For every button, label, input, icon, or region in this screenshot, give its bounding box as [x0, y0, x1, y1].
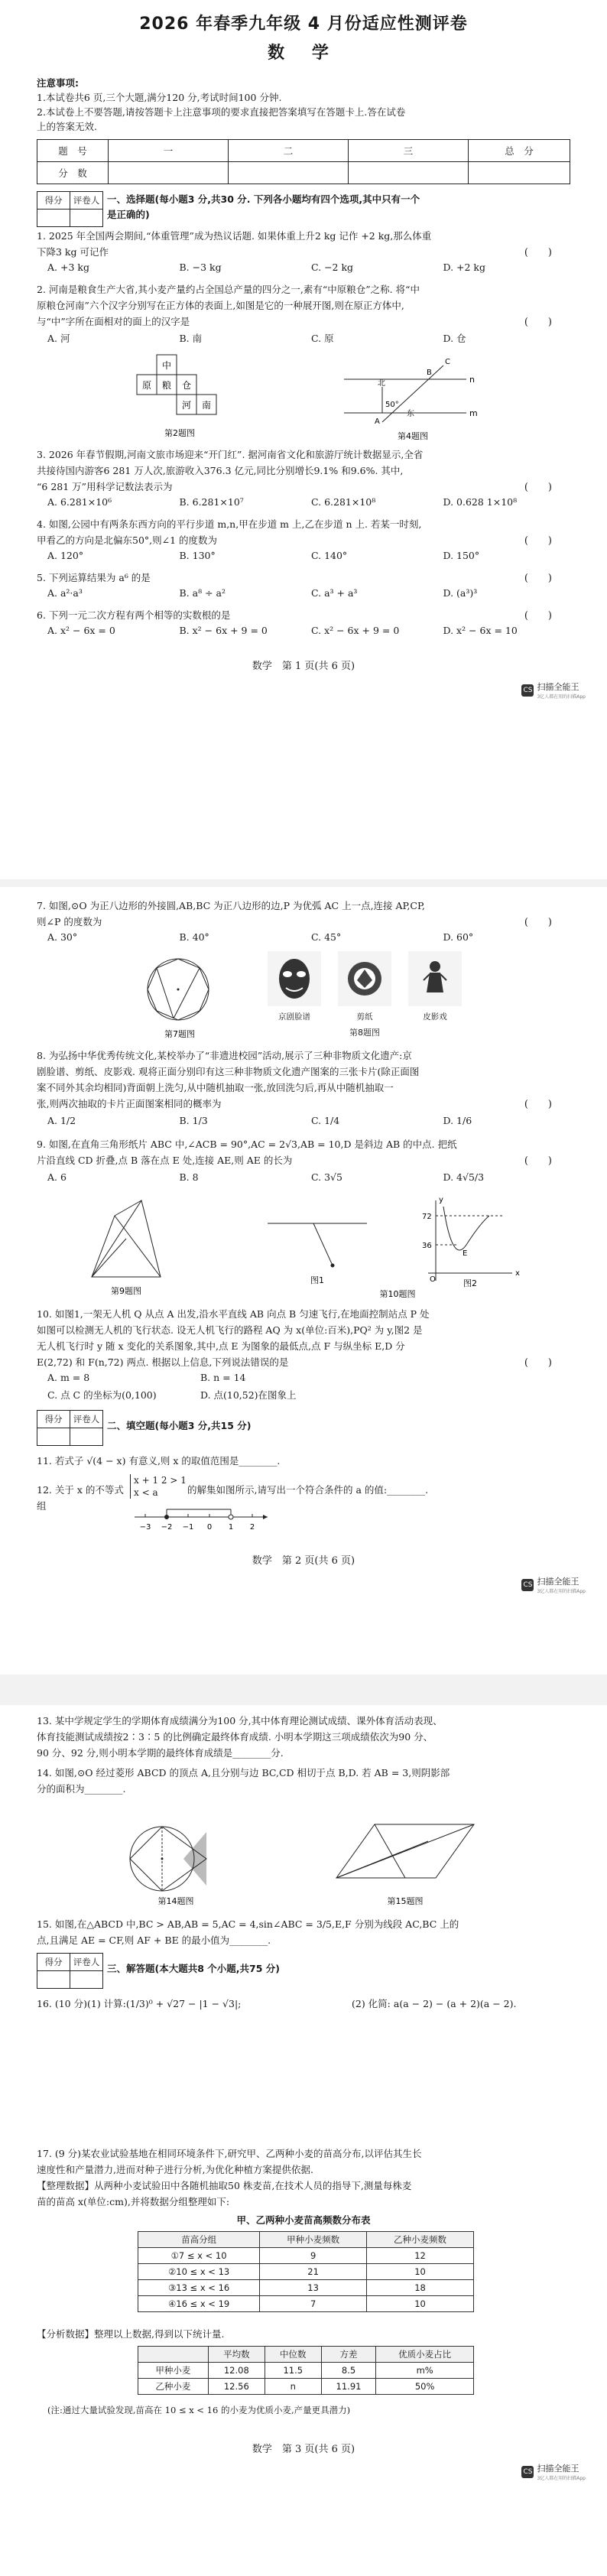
table-cell: 21	[260, 2264, 367, 2280]
scanner-sub: 3亿人都在用的扫描App	[537, 2476, 586, 2481]
table-cell: 12	[367, 2248, 474, 2264]
card-label: 皮影戏	[423, 1012, 447, 1022]
page-3	[0, 1705, 607, 2576]
table-cell: 18	[367, 2280, 474, 2296]
q10-text: E(2,72) 和 F(n,72) 两点. 根据以上信息,下列说法错误的是	[37, 1356, 289, 1368]
grader-box	[37, 1410, 103, 1446]
answer-paren: ( )	[524, 1357, 552, 1369]
net-cell: 南	[201, 400, 212, 411]
option[interactable]: D. 0.628 1×10⁸	[443, 496, 518, 508]
option[interactable]: C. 点 C 的坐标为(0,100)	[47, 1389, 157, 1401]
table-cell: ②10 ≤ x < 13	[138, 2264, 260, 2280]
table-cell: 50%	[376, 2379, 474, 2395]
option[interactable]: C. x² − 6x + 9 = 0	[311, 625, 400, 636]
table-cell: 甲种小麦	[138, 2363, 209, 2379]
q4-text: 甲看乙的方向是北偏东50°,则∠1 的度数为	[37, 534, 218, 546]
cube-net-figure	[134, 350, 248, 442]
net-cell: 中	[161, 360, 172, 371]
triangle-fold-figure	[69, 1193, 183, 1300]
scanner-name: 扫描全能王	[537, 2464, 579, 2474]
q9-text: 9. 如图,在直角三角形纸片 ABC 中,∠ACB = 90°,AC = 2√3,AB = 10,D 是斜边 AB 的中点. 把纸	[37, 1139, 457, 1150]
notice-heading: 注意事项:	[37, 77, 79, 89]
exam-title: 2026 年春季九年级 4 月份适应性测评卷	[139, 15, 468, 34]
q12-text: 的解集如图所示,请写出一个符合条件的 a 的值:________.	[187, 1484, 429, 1496]
table-cell: 乙种小麦	[138, 2379, 209, 2395]
figure-caption: 第9题图	[111, 1286, 141, 1296]
point-label: E	[463, 1249, 468, 1258]
q17-text: 【分析数据】整理以上数据,得到以下统计量.	[37, 2328, 225, 2340]
table-cell: ③13 ≤ x < 16	[138, 2280, 260, 2296]
grader-input[interactable]	[37, 1971, 70, 1989]
q16-part1: 16. (10 分)(1) 计算:(1/3)⁰ + √27 − |1 − √3|;	[37, 1998, 242, 2009]
answer-paren: ( )	[524, 535, 552, 547]
option[interactable]: D. 仓	[443, 333, 466, 344]
grader-input[interactable]	[70, 1428, 103, 1446]
score-table-cell: 总 分	[469, 140, 570, 162]
subject-title: 数 学	[268, 44, 339, 63]
grader-box	[37, 191, 103, 227]
q10-text: 如图可以检测无人机的飞行状态. 设无人机飞行的路程 AQ 为 x(单位:百米),PQ² 为 y,图2 是	[37, 1324, 423, 1336]
y-tick: 36	[422, 1242, 432, 1250]
q13-text: 90 分、92 分,则小明本学期的最终体育成绩是________分.	[37, 1747, 284, 1759]
point-label: B	[427, 369, 432, 377]
option[interactable]: B. 南	[179, 333, 203, 344]
page-footer: 数学 第 2 页(共 6 页)	[252, 1555, 355, 1567]
answer-paren: ( )	[524, 317, 552, 328]
option[interactable]: A. 河	[47, 333, 70, 344]
scanner-watermark	[521, 1575, 586, 1594]
inequality-system	[130, 1474, 187, 1499]
table-title: 甲、乙两种小麦苗高频数分布表	[236, 2214, 371, 2226]
q8-text: 案不同外其余均相同)背面朝上洗匀,从中随机抽取一张,放回洗匀后,再从中随机抽取一	[37, 1082, 394, 1093]
tick-label: −3	[139, 1523, 151, 1532]
option[interactable]: B. a⁸ ÷ a²	[179, 587, 226, 599]
grader-input[interactable]	[70, 1971, 103, 1989]
scanner-logo-icon: CS	[521, 684, 534, 697]
table-header: 平均数	[208, 2347, 265, 2363]
scanner-sub: 3亿人都在用的扫描App	[537, 694, 586, 700]
table-cell: ①7 ≤ x < 10	[138, 2248, 260, 2264]
option[interactable]: A. 1/2	[47, 1115, 76, 1126]
option[interactable]: D. 60°	[443, 931, 474, 943]
option[interactable]: A. m = 8	[47, 1372, 90, 1383]
parallelogram-figure	[321, 1801, 489, 1908]
page-gap	[0, 1675, 607, 1705]
q2-text: 原粮仓河南”六个汉字分别写在正方体的表面上,如图是它的一种展开图,则在原正方体中,	[37, 300, 404, 311]
table-cell: 11.5	[265, 2363, 321, 2379]
grader-label: 得分	[37, 1411, 70, 1428]
shadow-puppet-icon	[416, 957, 454, 1000]
q2-text: 2. 河南是粮食生产大省,其小麦产量约占全国总产量的四分之一,素有“中原粮仓”之称. 将“中	[37, 284, 420, 295]
option[interactable]: C. 6.281×10⁸	[311, 496, 376, 508]
tick-label: −1	[182, 1523, 194, 1532]
grader-input[interactable]	[37, 210, 70, 227]
angle-label: 50°	[385, 401, 399, 409]
section-heading: 二、填空题(每小题3 分,共15 分)	[107, 1420, 252, 1431]
figure-caption: 第15题图	[387, 1896, 424, 1906]
table-row	[138, 2248, 474, 2264]
q2-text: 与“中”字所在面相对的面上的汉字是	[37, 316, 190, 327]
option[interactable]: A. 120°	[47, 550, 84, 561]
card-label: 京剧脸谱	[278, 1012, 310, 1022]
q4-text: 4. 如图,公园中有两条东西方向的平行步道 m,n,甲在步道 m 上,乙在步道 n 上. 若某一时刻,	[37, 518, 422, 530]
q10-options	[47, 1372, 353, 1383]
table-row	[138, 2280, 474, 2296]
q15-text: 点,且满足 AE = CF,则 AF + BE 的最小值为________.	[37, 1934, 271, 1946]
option[interactable]: D. 150°	[443, 550, 480, 561]
notice-line: 2.本试卷上不要答题,请按答题卡上注意事项的要求直接把答案填写在答题卡上.答在试卷	[37, 106, 406, 118]
inequality-line: x < a	[134, 1487, 158, 1498]
option[interactable]: D. (a³)³	[443, 587, 478, 599]
option[interactable]: B. −3 kg	[179, 261, 222, 273]
figure-caption: 第4题图	[398, 431, 428, 441]
q3-options	[47, 496, 575, 508]
q4-options	[47, 550, 575, 561]
grader-label: 评卷人	[70, 1954, 103, 1971]
figure-label: 图2	[463, 1278, 477, 1288]
card-label: 剪纸	[356, 1012, 373, 1022]
scanner-name: 扫描全能王	[537, 1577, 579, 1587]
table-cell: 7	[260, 2296, 367, 2312]
paper-cut-card	[338, 951, 391, 1006]
answer-paren: ( )	[524, 482, 552, 493]
q6-options	[47, 625, 575, 636]
score-input-cell[interactable]	[349, 162, 469, 184]
table-cell: 10	[367, 2264, 474, 2280]
option[interactable]: A. 6.281×10⁶	[47, 496, 112, 508]
option[interactable]: C. 45°	[311, 931, 342, 943]
table-cell: 12.08	[208, 2363, 265, 2379]
label-m: m	[469, 408, 478, 418]
option[interactable]: D. 4√5/3	[443, 1171, 485, 1183]
q1-options	[47, 261, 575, 273]
table-header	[138, 2347, 209, 2363]
x-axis-label: x	[515, 1269, 520, 1278]
q8-text: 8. 为弘扬中华优秀传统文化,某校举办了“非遗进校园”活动,展示了三种非物质文化遗产:京	[37, 1050, 412, 1061]
option[interactable]: B. 1/3	[179, 1115, 208, 1126]
table-header: 方差	[321, 2347, 376, 2363]
grader-label: 评卷人	[70, 192, 103, 210]
q8-text: 剧脸谱、剪纸、皮影戏. 观将正面分别印有这三种非物质文化遗产图案的三张卡片(除正面图	[37, 1066, 420, 1077]
option[interactable]: A. 6	[47, 1171, 67, 1183]
table-cell: 12.56	[208, 2379, 265, 2395]
option[interactable]: C. 原	[311, 333, 334, 344]
option[interactable]: D. 1/6	[443, 1115, 472, 1126]
q17-text: 速度性和产量潜力,进而对种子进行分析,为优化种植方案提供依据.	[37, 2164, 313, 2175]
q8-text: 张,则两次抽取的卡片正面图案相同的概率为	[37, 1098, 222, 1109]
notice-line: 上的答案无效.	[37, 121, 97, 132]
statistics-table	[138, 2346, 474, 2395]
option[interactable]: C. 3√5	[311, 1171, 342, 1183]
q10-text: 10. 如图1,一架无人机 Q 从点 A 出发,沿水平直线 AB 向点 B 匀速飞行,在地面控制站点 P 处	[37, 1308, 430, 1320]
answer-paren: ( )	[524, 247, 552, 258]
answer-paren: ( )	[524, 573, 552, 584]
parallel-lines-figure	[329, 349, 497, 443]
table-cell: 13	[260, 2280, 367, 2296]
q7-text: 则∠P 的度数为	[37, 916, 102, 927]
score-table-cell: 题 号	[37, 140, 109, 162]
grader-label: 评卷人	[70, 1411, 103, 1428]
option[interactable]: B. x² − 6x + 9 = 0	[179, 625, 268, 636]
table-cell: 8.5	[321, 2363, 376, 2379]
grader-label: 得分	[37, 1954, 70, 1971]
table-cell: 10	[367, 2296, 474, 2312]
octagon-figure	[134, 951, 226, 1041]
score-input-cell[interactable]	[109, 162, 229, 184]
y-tick: 72	[422, 1213, 432, 1221]
score-table-cell: 分 数	[37, 162, 109, 184]
table-row	[138, 2363, 474, 2379]
q5-text: 5. 下列运算结果为 a⁶ 的是	[37, 572, 151, 583]
q1-text: 1. 2025 年全国两会期间,“体重管理”成为热议话题. 如果体重上升2 kg 记作 +2 kg,那么体重	[37, 230, 432, 242]
answer-paren: ( )	[524, 917, 552, 928]
q3-text: “6 281 万”用科学记数法表示为	[37, 481, 173, 492]
option[interactable]: A. +3 kg	[47, 261, 89, 273]
option[interactable]: A. a²·a³	[47, 587, 83, 599]
option[interactable]: A. x² − 6x = 0	[47, 625, 115, 636]
north-label: 北	[378, 379, 385, 388]
inequality-line: 2 > 1	[161, 1475, 187, 1486]
tick-label: 0	[206, 1523, 213, 1532]
option[interactable]: D. x² − 6x = 10	[443, 625, 518, 636]
grader-input[interactable]	[70, 210, 103, 227]
drone-figures	[252, 1193, 558, 1300]
grader-label: 得分	[37, 192, 70, 210]
option[interactable]: A. 30°	[47, 931, 78, 943]
score-table-cell: 一	[109, 140, 229, 162]
scanner-logo-icon: CS	[521, 1579, 534, 1591]
y-axis-label: y	[439, 1196, 443, 1204]
net-cell: 原	[141, 380, 152, 391]
paper-cut-icon	[346, 957, 384, 1000]
q10-options	[47, 1388, 353, 1402]
q17-note: (注:通过大量试验发现,苗高在 10 ≤ x < 16 的小麦为优质小麦,产量更具潜力)	[47, 2405, 351, 2415]
tick-label: 1	[228, 1523, 234, 1532]
figure-label: 图1	[310, 1275, 324, 1285]
q3-text: 3. 2026 年春节假期,河南文旅市场迎来“开门红”. 据河南省文化和旅游厅统计数据显示,全省	[37, 449, 424, 460]
q13-text: 13. 某中学规定学生的学期体育成绩满分为100 分,其中体育理论测试成绩、课外体育活动表现、	[37, 1715, 443, 1727]
net-cell: 仓	[181, 380, 192, 391]
table-header: 苗高分组	[138, 2232, 260, 2248]
score-table-cell: 二	[229, 140, 349, 162]
figure-caption: 第7题图	[164, 1029, 195, 1039]
origin-label: O	[430, 1275, 436, 1284]
answer-paren: ( )	[524, 1099, 552, 1110]
figure-caption: 第10题图	[379, 1289, 416, 1299]
section-heading: 一、选择题(每小题3 分,共30 分. 下列各小题均有四个选项,其中只有一个	[107, 193, 420, 205]
opera-mask-icon	[277, 957, 312, 1000]
option[interactable]: B. 8	[179, 1171, 199, 1183]
score-input-cell[interactable]	[469, 162, 570, 184]
table-cell: m%	[376, 2363, 474, 2379]
option[interactable]: C. 1/4	[311, 1115, 340, 1126]
scanner-name: 扫描全能王	[537, 682, 579, 692]
point-label: C	[445, 358, 450, 366]
q17-text: 苗的苗高 x(单位:cm),并将数据分组整理如下:	[37, 2196, 230, 2207]
option[interactable]: B. 40°	[179, 931, 209, 943]
q14-text: 14. 如图,⊙O 经过菱形 ABCD 的顶点 A,且分别与边 BC,CD 相切于点 B,D. 若 AB = 3,则阴影部	[37, 1767, 450, 1779]
heritage-cards-figure	[268, 951, 466, 1041]
option[interactable]: B. n = 14	[200, 1372, 246, 1383]
inequality-line: x + 1	[134, 1475, 159, 1486]
q13-text: 体育技能测试成绩按2∶3∶5 的比例确定最终体育成绩. 小明本学期这三项成绩依次为90 分、	[37, 1731, 433, 1743]
opera-mask-card	[268, 951, 321, 1006]
table-header: 中位数	[265, 2347, 321, 2363]
q11-text: 11. 若式子 √(4 − x) 有意义,则 x 的取值范围是________.	[37, 1455, 281, 1467]
page-1	[0, 0, 607, 879]
label-n: n	[469, 375, 475, 385]
scanner-watermark	[521, 681, 586, 700]
table-row	[138, 2264, 474, 2280]
option[interactable]: B. 6.281×10⁷	[179, 496, 244, 508]
option[interactable]: D. 点(10,52)在图象上	[200, 1389, 297, 1401]
option[interactable]: D. +2 kg	[443, 261, 485, 273]
table-header: 优质小麦占比	[376, 2347, 474, 2363]
frequency-table	[138, 2231, 474, 2312]
q16-part2: (2) 化简: a(a − 2) − (a + 2)(a − 2).	[352, 1998, 517, 2009]
table-header: 甲种小麦频数	[260, 2232, 367, 2248]
number-line-figure	[130, 1505, 275, 1535]
q15-text: 15. 如图,在△ABCD 中,BC > AB,AB = 5,AC = 4,sin∠ABC = 3/5,E,F 分别为线段 AC,BC 上的	[37, 1918, 459, 1930]
section-heading: 三、解答题(本大题共8 个小题,共75 分)	[107, 1963, 280, 1974]
tick-label: 2	[249, 1523, 255, 1532]
answer-paren: ( )	[524, 1155, 552, 1167]
tick-label: −2	[161, 1523, 173, 1532]
shadow-puppet-card	[408, 951, 462, 1006]
q10-text: 无人机飞行时 y 随 x 变化的关系图象,其中,点 E 为图象的最低点,点 F 与纵坐标 E,D 分	[37, 1340, 405, 1352]
q6-text: 6. 下列一元二次方程有两个相等的实数根的是	[37, 609, 231, 621]
option[interactable]: C. 140°	[311, 550, 348, 561]
table-row	[138, 2296, 474, 2312]
scanner-watermark	[521, 2462, 586, 2481]
page-footer: 数学 第 3 页(共 6 页)	[252, 2444, 355, 2455]
table-cell: 11.91	[321, 2379, 376, 2395]
q7-text: 7. 如图,⊙O 为正八边形的外接圆,AB,BC 为正八边形的边,P 为优弧 AC 上一点,连接 AP,CP,	[37, 900, 425, 911]
answer-paren: ( )	[524, 610, 552, 622]
table-cell: 9	[260, 2248, 367, 2264]
q9-options	[47, 1171, 575, 1183]
q17-text: 【整理数据】从两种小麦试验田中各随机抽取50 株麦苗,在技术人员的指导下,测量每株麦	[37, 2180, 412, 2191]
score-input-cell[interactable]	[229, 162, 349, 184]
table-cell: n	[265, 2379, 321, 2395]
page-footer: 数学 第 1 页(共 6 页)	[252, 661, 355, 672]
net-cell: 粮	[161, 380, 172, 391]
q14-text: 分的面积为________.	[37, 1783, 126, 1795]
page-gap	[0, 879, 607, 887]
q2-options	[47, 331, 575, 345]
section-heading: 是正确的)	[107, 209, 150, 220]
q9-text: 片沿直线 CD 折叠,点 B 落在点 E 处,连接 AE,则 AE 的长为	[37, 1155, 293, 1166]
option[interactable]: B. 130°	[179, 550, 216, 561]
option[interactable]: C. a³ + a³	[311, 587, 358, 599]
grader-input[interactable]	[37, 1428, 70, 1446]
q1-text: 下降3 kg 可记作	[37, 246, 109, 258]
table-row	[138, 2379, 474, 2395]
scanner-logo-icon: CS	[521, 2466, 534, 2478]
table-header: 乙种小麦频数	[367, 2232, 474, 2248]
q3-text: 共接待国内游客6 281 万人次,旅游收入376.3 亿元,同比分别增长9.1% 和9.6%. 其中,	[37, 465, 404, 476]
q5-options	[47, 587, 575, 599]
east-label: 东	[407, 410, 414, 418]
notice-line: 1.本试卷共6 页,三个大题,满分120 分,考试时间100 分钟.	[37, 92, 282, 103]
rhombus-circle-figure	[115, 1801, 237, 1908]
score-table	[37, 139, 570, 184]
grader-box	[37, 1953, 103, 1989]
figure-caption: 第14题图	[157, 1896, 194, 1906]
figure-caption: 第8题图	[349, 1028, 380, 1038]
score-table-cell: 三	[349, 140, 469, 162]
net-cell: 河	[181, 400, 192, 411]
q17-text: 17. (9 分)某农业试验基地在相同环境条件下,研究甲、乙两种小麦的苗高分布,以评估其生长	[37, 2148, 422, 2159]
option[interactable]: C. −2 kg	[311, 261, 354, 273]
q8-options	[47, 1115, 575, 1126]
page-2	[0, 887, 607, 1675]
point-label: A	[375, 417, 380, 426]
table-cell: ④16 ≤ x < 19	[138, 2296, 260, 2312]
q12-text: 12. 关于 x 的不等式组	[37, 1484, 124, 1512]
scanner-sub: 3亿人都在用的扫描App	[537, 1589, 586, 1594]
figure-caption: 第2题图	[164, 428, 195, 438]
q7-options	[47, 931, 575, 943]
